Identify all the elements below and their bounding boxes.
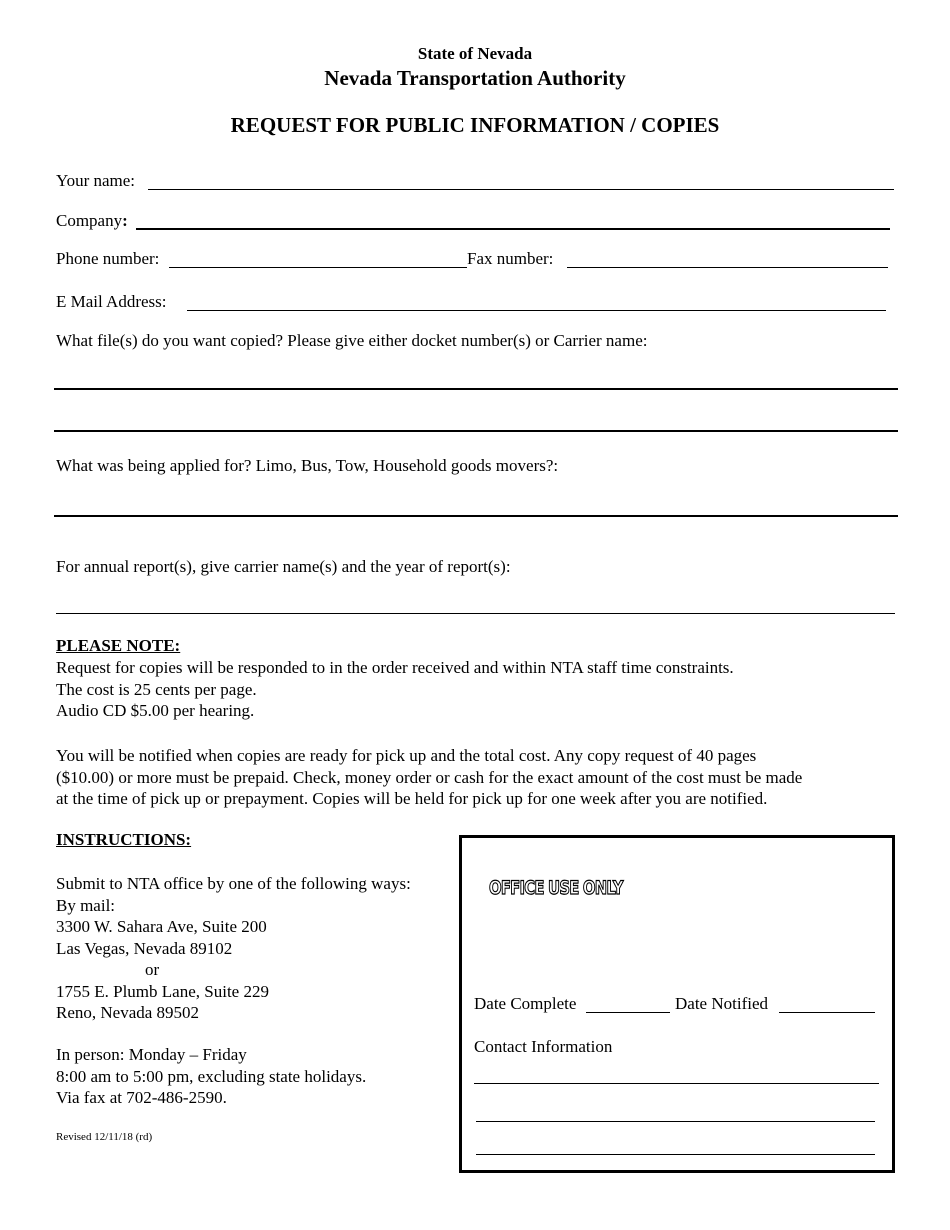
instruction-line: or [145, 960, 160, 979]
instruction-line: By mail: [56, 895, 116, 915]
instruction-line: Submit to NTA office by one of the following ways: [56, 874, 411, 893]
note-line: Audio CD $5.00 per hearing. [56, 701, 255, 720]
instruction-line: 1755 E. Plumb Lane, Suite 229 [56, 981, 269, 1001]
phone-label: Phone number: [56, 249, 160, 268]
please-note-heading: PLEASE NOTE: [56, 636, 181, 655]
instructions-heading: INSTRUCTIONS: [56, 830, 192, 849]
date-notified-field-line[interactable] [779, 1012, 875, 1013]
instruction-line: 3300 W. Sahara Ave, Suite 200 [56, 917, 267, 936]
instruction-line: Las Vegas, Nevada 89102 [56, 938, 233, 958]
instruction-line: Reno, Nevada 89502 [56, 1003, 200, 1022]
form-title: REQUEST FOR PUBLIC INFORMATION / COPIES [230, 113, 720, 137]
files-answer-line-1[interactable] [54, 388, 898, 390]
name-field-line[interactable] [148, 189, 894, 190]
company-field-line[interactable] [136, 228, 890, 230]
contact-field-line-2[interactable] [476, 1121, 875, 1122]
applied-answer-line[interactable] [54, 515, 898, 517]
contact-field-line-1[interactable] [474, 1083, 879, 1084]
inperson-lines [56, 1044, 366, 1109]
inperson-line: Via fax at 702-486-2590. [56, 1088, 227, 1107]
date-complete-field-line[interactable] [586, 1012, 670, 1013]
company-label: Company: [56, 211, 128, 230]
note-lines [56, 657, 734, 722]
email-field-line[interactable] [187, 310, 886, 311]
office-use-title: OFFICE USE ONLY [489, 877, 623, 899]
revised-note: Revised 12/11/18 (rd) [56, 1131, 153, 1143]
state-heading: State of Nevada [417, 44, 533, 63]
instructions-lines [56, 873, 411, 1024]
agency-heading: Nevada Transportation Authority [324, 66, 626, 90]
files-answer-line-2[interactable] [54, 430, 898, 432]
note-paragraph-line: ($10.00) or more must be prepaid. Check, money order or cash for the exact amount of the cost must be made [56, 767, 803, 787]
date-complete-label: Date Complete [474, 994, 577, 1013]
annual-answer-line[interactable] [56, 613, 895, 614]
fax-field-line[interactable] [567, 267, 888, 268]
contact-information-label: Contact Information [474, 1037, 613, 1056]
note-line: Request for copies will be responded to in the order received and within NTA staff time constraints. [56, 658, 734, 677]
date-notified-label: Date Notified [675, 994, 768, 1013]
inperson-line: 8:00 am to 5:00 pm, excluding state holidays. [56, 1066, 367, 1086]
annual-question: For annual report(s), give carrier name(s) and the year of report(s): [56, 557, 511, 576]
name-label: Your name: [56, 171, 136, 190]
note-paragraph [56, 745, 802, 810]
contact-field-line-3[interactable] [476, 1154, 875, 1155]
inperson-line: In person: Monday – Friday [56, 1045, 247, 1064]
files-question: What file(s) do you want copied? Please give either docket number(s) or Carrier name: [56, 331, 648, 350]
phone-field-line[interactable] [169, 267, 467, 268]
note-paragraph-line: You will be notified when copies are ready for pick up and the total cost. Any copy request of 40 pages [56, 746, 757, 765]
note-line: The cost is 25 cents per page. [56, 679, 257, 699]
email-label: E Mail Address: [56, 292, 167, 311]
applied-question: What was being applied for? Limo, Bus, Tow, Household goods movers?: [56, 456, 559, 475]
fax-label: Fax number: [467, 249, 554, 268]
note-paragraph-line: at the time of pick up or prepayment. Copies will be held for pick up for one week after you are notified. [56, 789, 768, 808]
